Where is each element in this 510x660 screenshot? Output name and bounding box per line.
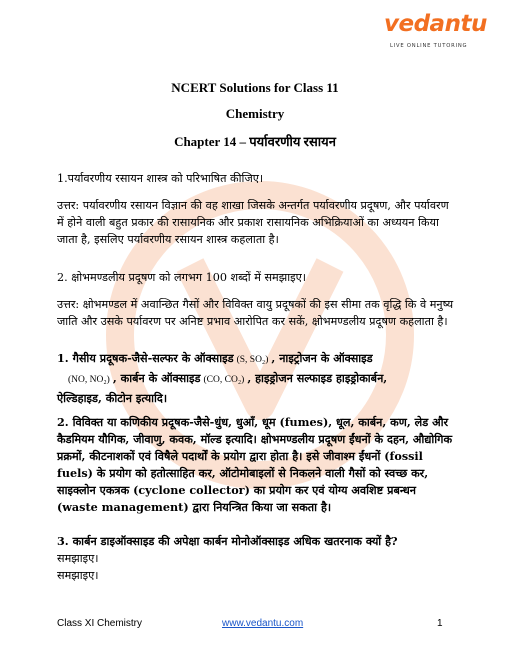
answer-2: उत्तर: क्षोभमण्डल में अवान्छित गैसों और विविक्त वायु प्रदूषकों की इस सीमा तक वृद्धि कि वे मनुष्य जाति और उसके पर्यावरण पर अनिष्ट प्रभाव आरोपित कर सकें, क्षोभमण्डलीय प्रदूषण कहलाता है। [57,298,454,328]
logo-tagline: LIVE ONLINE TUTORING [390,43,468,49]
point-1-text: 1. गैसीय प्रदूषक-जैसे-सल्फर के ऑक्साइड [57,351,234,365]
sulfur-oxides-formula: (S, SO₂) [236,355,269,365]
point-2 [57,414,457,516]
point-1-carbon: , कार्बन के ऑक्साइड [112,371,201,385]
point-2-text: 2. विविक्त या कणिकीय प्रदूषक-जैसे-धुंध, धुआँ, धूम (fumes), धूल, कार्बन, कण, लेड और कैडमियम यौगिक, जीवाणु, कवक, मॉल्ड इत्यादि। क्षोभमण्डलीय प्रदूषण ईंधनों के दहन, औद्योगिक प्रक्रमों, कीटनाशकों एवं विषैले पदार्थों के प्रयोग द्वारा होता है। इसे जीवाश्म ईंधनों (fossil fuels) के प्रयोग को हतोत्साहित कर, ऑटोमोबाइलों से निकलने वाली गैसों को स्वच्छ कर, साइक्लोन एकत्रक (cyclone collector) का प्रयोग कर एवं योग्य अवशिष्ट प्रबन्धन (waste management) द्वारा नियन्त्रित किया जा सकता है। [57,415,453,514]
question-1: 1.पर्यावरणीय रसायन शास्त्र को परिभाषित कीजिए। [57,172,264,185]
question-2: 2. क्षोभमण्डलीय प्रदूषण को लगभग 100 शब्दों में समझाइए। [57,271,307,284]
header-subject: Chemistry [225,106,285,121]
vedantu-logo [381,10,499,58]
carbon-oxides-formula: (CO, CO₂) [203,375,245,385]
question-3 [57,533,457,550]
footer-website-link[interactable]: www.vedantu.com [222,618,304,629]
point-1-line-2 [65,370,455,389]
header-title: NCERT Solutions for Class 11 [171,80,339,95]
point-1-nitrogen: , नाइट्रोजन के ऑक्साइड [271,351,373,365]
logo-wordmark: vedantu [384,11,487,37]
answer-3: समझाइए। [57,569,99,582]
answer-1: उत्तर: पर्यावरणीय रसायन विज्ञान की वह शाखा जिसके अन्तर्गत पर्यावरणीय प्रदूषण, और पर्यावरण में होने वाली बहुत प्रकार की रासायनिक और प्रकाश रासायनिक अभिक्रियाओं का अध्ययन किया जाता है, इसलिए पर्यावरणीय रसायन शास्त्र कहलाता है। [57,199,449,246]
question-3-text: 3. कार्बन डाइऑक्साइड की अपेक्षा कार्बन मोनोऑक्साइड अधिक खतरनाक क्यों है? [57,534,398,548]
question-3-cont: समझाइए। [57,552,99,565]
header-chapter: Chapter 14 – पर्यावरणीय रसायन [174,134,336,149]
point-1-line-1 [57,350,457,369]
page-number: 1 [437,618,443,629]
footer-class-label: Class XI Chemistry [57,618,143,629]
nitrogen-oxides-formula: (NO, NO₂) [68,375,110,385]
point-1-line-3 [57,390,457,407]
point-1-last: ऐल्डिहाइड, कीटोन इत्यादि। [57,391,168,405]
point-1-hydrogen: , हाइड्रोजन सल्फाइड हाइड्रोकार्बन, [247,371,388,385]
